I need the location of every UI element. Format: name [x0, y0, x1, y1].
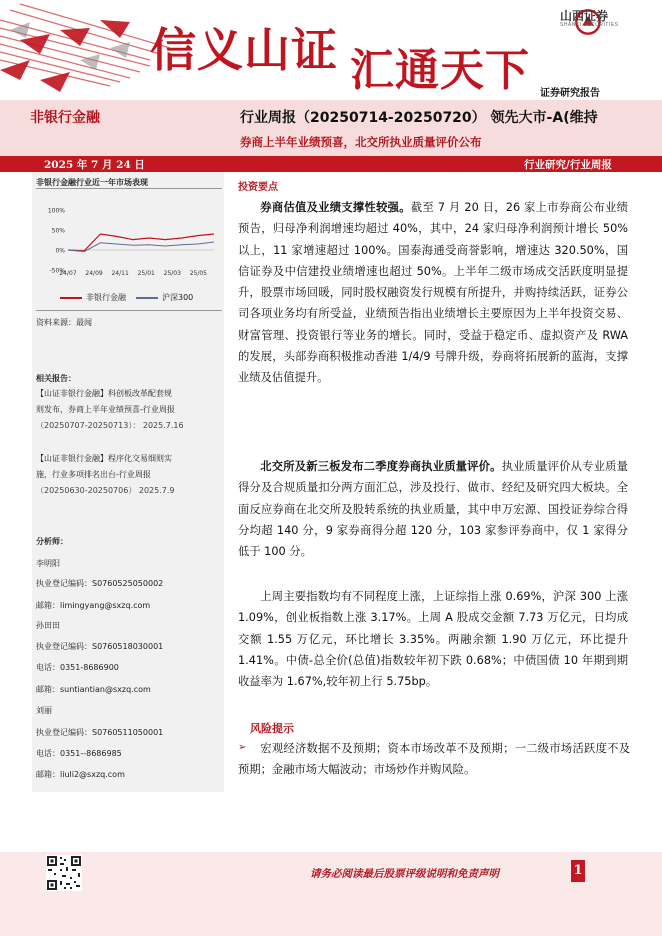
slogan-right: 汇通天下: [350, 45, 530, 96]
related-reports-title: 相关报告：: [36, 374, 76, 383]
paragraph-lead: 北交所及新三板发布二季度券商执业质量评价。: [260, 460, 502, 473]
divider: [36, 310, 222, 311]
legend-swatch-financial: [60, 297, 82, 299]
paragraph-market: 上周主要指数均有不同程度上涨，上证综指上涨 0.69%，沪深 300 上涨 1.09%，创业板指数上涨 3.17%。上周 A 股成交金额 7.73 万亿元，日均成交额 1.55 万亿元，环比增长 3.35%。两融余额 1.90 万亿元，环比提升 1.41%。中债-总全价(总值)指数较年初下跌 0.68%；中债国债 10 年期到期收益率为 1.67%,较年初上行 5.75bp。: [238, 590, 628, 689]
related-report-item[interactable]: 【山证非银行金融】科创板改革配套规 则发布，券商上半年业绩预喜-行业周报 （20250707-20250713）： 2025.7.16: [36, 389, 184, 430]
y-tick-label: 50%: [51, 227, 65, 235]
paragraph-bse: 北交所及新三板发布二季度券商执业质量评价。执业质量评价从专业质量得分及合规质量扣分两方面汇总，涉及投行、做市、经纪及研究四大板块。全面反应券商在北交所及股转系统的执业质量，其中申万宏源、国投证券综合得分均超 140 分，9 家券商得分超 120 分，103 家参评券商中，仅 1 家得分低于 100 分。: [238, 460, 628, 559]
disclaimer-text: 请务必阅读最后股票评级说明和免责声明: [310, 868, 499, 880]
report-category: 行业研究/行业周报: [524, 159, 612, 171]
y-tick-label: 0%: [55, 247, 65, 255]
chart-source: 资料来源：最闻: [36, 318, 92, 327]
page-number: 1: [571, 860, 585, 882]
risk-text: 宏观经济数据不及预期；资本市场改革不及预期；一二级市场活跃度不及预期；金融市场大幅波动；市场炒作并购风险。: [238, 742, 630, 777]
x-tick-label: 24/09: [85, 270, 103, 277]
paragraph-valuation: 券商估值及业绩支撑性较强。截至 7 月 20 日，26 家上市券商公布业绩预告，归母净利润增速均超过 40%，其中，24 家归母净利润预计增长 50%以上，11 家增速超过 100%。国泰海通受商誉影响，增速达 320.50%，国信证券及中信建投业绩增速也超过 50%。上半年二级市场成交活跃度明显提升，股票市场回暖，同时股权融资发行规模有所提升，并购持续活跃，证券公司各项业务均有所受益，业绩预告指出业绩增长主要原因为上半年投资交易、财富管理、投资银行等业务的增长。同时，受益于稳定币、虚拟资产及 RWA 的发展，头部券商积极推动香港 1/4/9 号牌升级，券商将拓展新的蓝海，支撑业绩及估值提升。: [238, 201, 628, 385]
slogan-left: 信义山证: [150, 23, 338, 77]
analyst-license: 执业登记编码：S0760511050001: [36, 728, 164, 737]
analyst-title: 分析师：: [36, 537, 68, 546]
report-subtitle: 券商上半年业绩预喜，北交所执业质量评价公布: [240, 135, 482, 149]
analyst-name: 刘丽: [36, 706, 52, 715]
analyst-name: 李明阳: [36, 559, 60, 568]
legend-swatch-csi300: [136, 297, 158, 299]
qr-code-icon[interactable]: [46, 855, 82, 891]
analyst-email[interactable]: 邮箱：suntiantian@sxzq.com: [36, 685, 151, 694]
analyst-phone: 电话：0351--8686985: [36, 749, 122, 758]
company-name-en: SHANXI SECURITIES: [560, 22, 619, 28]
chart-title: 非银行金融行业近一年市场表现: [36, 178, 148, 187]
analyst-email[interactable]: 邮箱：limingyang@sxzq.com: [36, 601, 151, 610]
x-tick-label: 25/05: [189, 270, 208, 277]
report-type: 证券研究报告: [540, 88, 600, 99]
industry-name: 非银行金融: [30, 110, 100, 126]
analyst-email[interactable]: 邮箱：liuli2@sxzq.com: [36, 770, 125, 779]
analyst-phone: 电话：0351-8686900: [36, 663, 119, 672]
x-tick-label: 24/07: [59, 270, 77, 277]
x-tick-label: 25/03: [163, 270, 181, 277]
bullet-icon: ➢: [238, 742, 247, 753]
report-date: 2025 年 7 月 24 日: [44, 159, 145, 171]
y-tick-label: 100%: [47, 207, 65, 215]
header-banner: [0, 0, 662, 100]
risk-title: 风险提示: [250, 722, 294, 735]
report-title: 行业周报（20250714-20250720） 领先大市-A(维持: [240, 110, 598, 126]
y-tick-label: -50%: [49, 267, 65, 275]
x-tick-label: 25/01: [137, 270, 155, 277]
footer-band: [0, 852, 662, 936]
analyst-license: 执业登记编码：S0760525050002: [36, 579, 164, 588]
related-report-item[interactable]: 【山证非银行金融】程序化交易细则实 施，行业多项排名出台-行业周报 （20250630-20250706） 2025.7.9: [36, 454, 175, 495]
divider: [36, 188, 222, 189]
highlights-title: 投资要点: [238, 182, 278, 193]
legend-label-csi300: 沪深300: [162, 293, 194, 302]
paragraph-lead: 券商估值及业绩支撑性较强。: [260, 201, 411, 214]
analyst-license: 执业登记编码：S0760518030001: [36, 642, 164, 651]
analyst-name: 孙田田: [36, 621, 60, 630]
company-name: 山西证券: [560, 9, 609, 23]
legend-label-financial: 非银行金融: [86, 293, 126, 302]
x-tick-label: 24/11: [111, 270, 129, 277]
